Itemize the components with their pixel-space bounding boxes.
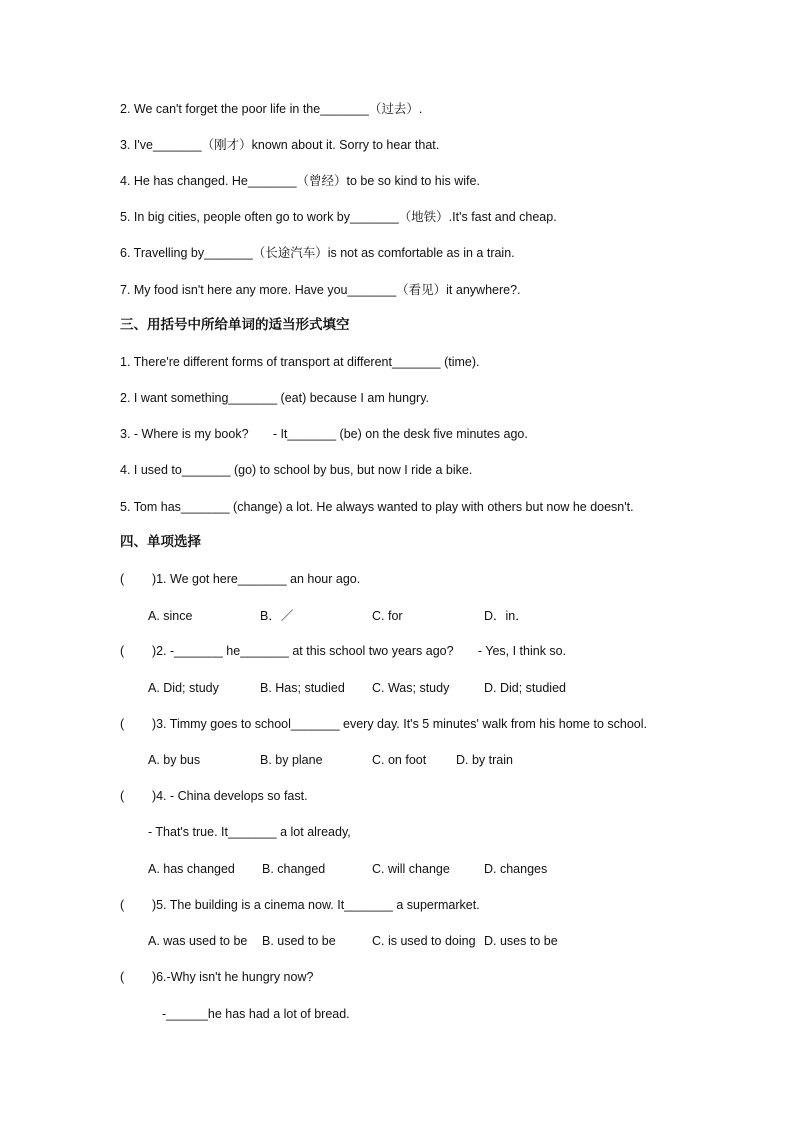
- question-2-option-a: A. Did; study: [148, 681, 219, 695]
- question-3-option-d: D. by train: [456, 753, 513, 767]
- question-1-option-a: A. since: [148, 609, 193, 623]
- question-3-stem: ( )3. Timmy goes to school_______ every day. It's 5 minutes' walk from his home to school.: [120, 717, 647, 731]
- question-6-dialogue: -______he has had a lot of bread.: [162, 1007, 350, 1021]
- word-form-item-5: 5. Tom has_______ (change) a lot. He always wanted to play with others but now he doesn't.: [120, 500, 634, 514]
- question-3-option-a: A. by bus: [148, 753, 201, 767]
- question-4-stem: ( )4. - China develops so fast.: [120, 789, 308, 803]
- question-1-option-c: C. for: [372, 609, 403, 623]
- question-5-stem: ( )5. The building is a cinema now. It_______ a supermarket.: [120, 898, 480, 912]
- word-form-item-4: 4. I used to_______ (go) to school by bus, but now I ride a bike.: [120, 463, 473, 477]
- question-6-stem: ( )6.-Why isn't he hungry now?: [120, 970, 314, 984]
- question-1-option-d: D．in．: [484, 609, 528, 623]
- fill-item-5: 5. In big cities, people often go to work by_______（地铁）.It's fast and cheap.: [120, 210, 557, 224]
- section-heading-4: 四、单项选择: [120, 534, 201, 549]
- question-2-stem: ( )2. -_______ he_______ at this school two years ago? - Yes, I think so.: [120, 644, 567, 658]
- question-5-option-c: C. is used to doing: [372, 934, 476, 948]
- question-3-option-c: C. on foot: [372, 753, 427, 767]
- question-2-option-b: B. Has; studied: [260, 681, 345, 695]
- question-1-stem: ( )1. We got here_______ an hour ago.: [120, 572, 361, 586]
- question-5-option-d: D. uses to be: [484, 934, 558, 948]
- question-3-option-b: B. by plane: [260, 753, 323, 767]
- fill-item-3: 3. I've_______（刚才）known about it. Sorry to hear that.: [120, 138, 440, 152]
- section-heading-3: 三、用括号中所给单词的适当形式填空: [120, 317, 350, 332]
- question-2-option-c: C. Was; study: [372, 681, 450, 695]
- question-5-option-b: B. used to be: [262, 934, 336, 948]
- word-form-item-3: 3. - Where is my book? - It_______ (be) on the desk five minutes ago.: [120, 427, 528, 441]
- question-4-option-b: B. changed: [262, 862, 326, 876]
- question-1-option-b: B．／: [260, 609, 294, 623]
- fill-item-2: 2. We can't forget the poor life in the_______（过去）.: [120, 102, 423, 116]
- word-form-item-1: 1. There're different forms of transport at different_______ (time).: [120, 355, 480, 369]
- question-4-option-c: C. will change: [372, 862, 450, 876]
- fill-item-7: 7. My food isn't here any more. Have you_______（看见）it anywhere?.: [120, 283, 521, 297]
- question-4-option-d: D. changes: [484, 862, 548, 876]
- question-4-dialogue: - That's true. It_______ a lot already,: [148, 825, 351, 839]
- question-5-option-a: A. was used to be: [148, 934, 248, 948]
- fill-item-4: 4. He has changed. He_______（曾经）to be so kind to his wife.: [120, 174, 480, 188]
- fill-item-6: 6. Travelling by_______（长途汽车）is not as comfortable as in a train.: [120, 246, 515, 260]
- question-4-option-a: A. has changed: [148, 862, 235, 876]
- question-2-option-d: D. Did; studied: [484, 681, 566, 695]
- word-form-item-2: 2. I want something_______ (eat) because I am hungry.: [120, 391, 429, 405]
